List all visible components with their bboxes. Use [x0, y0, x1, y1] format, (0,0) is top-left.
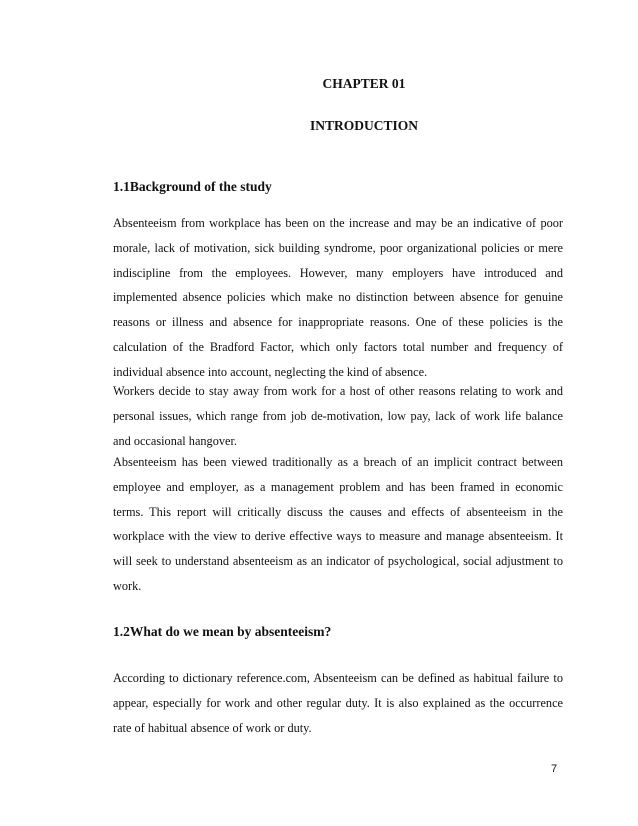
paragraph: Workers decide to stay away from work for a host of other reasons relating to work and personal issues, which range from job de-motivation, low pay, lack of work life balance and occasional hangover.	[113, 384, 563, 448]
paragraph: Absenteeism from workplace has been on the increase and may be an indicative of poor morale, lack of motivation, sick building syndrome, poor organizational policies or mere indiscipline from the employees. However, many employers have introduced and implemented absence policies which make no distinction between absence for genuine reasons or illness and absence for inappropriate reasons. One of these policies is the calculation of the Bradford Factor, which only factors total number and frequency of individual absence into account, neglecting the kind of absence.	[113, 216, 563, 379]
paragraph: Absenteeism has been viewed traditionally as a breach of an implicit contract between employee and employer, as a management problem and has been framed in economic terms. This report will critically discuss the causes and effects of absenteeism in the workplace with the view to derive effective ways to measure and manage absenteeism. It will seek to understand absenteeism as an indicator of psychological, social adjustment to work.	[113, 455, 563, 593]
page-number: 7	[551, 763, 558, 775]
section-heading-background: 1.1Background of the study	[113, 179, 272, 194]
chapter-title: INTRODUCTION	[309, 118, 418, 133]
section-heading-definition: 1.2What do we mean by absenteeism?	[113, 624, 332, 639]
paragraph: According to dictionary reference.com, Absenteeism can be defined as habitual failure to appear, especially for work and other regular duty. It is also explained as the occurrence rate of habitual absence of work or duty.	[113, 671, 563, 735]
chapter-number: CHAPTER 01	[322, 76, 406, 91]
